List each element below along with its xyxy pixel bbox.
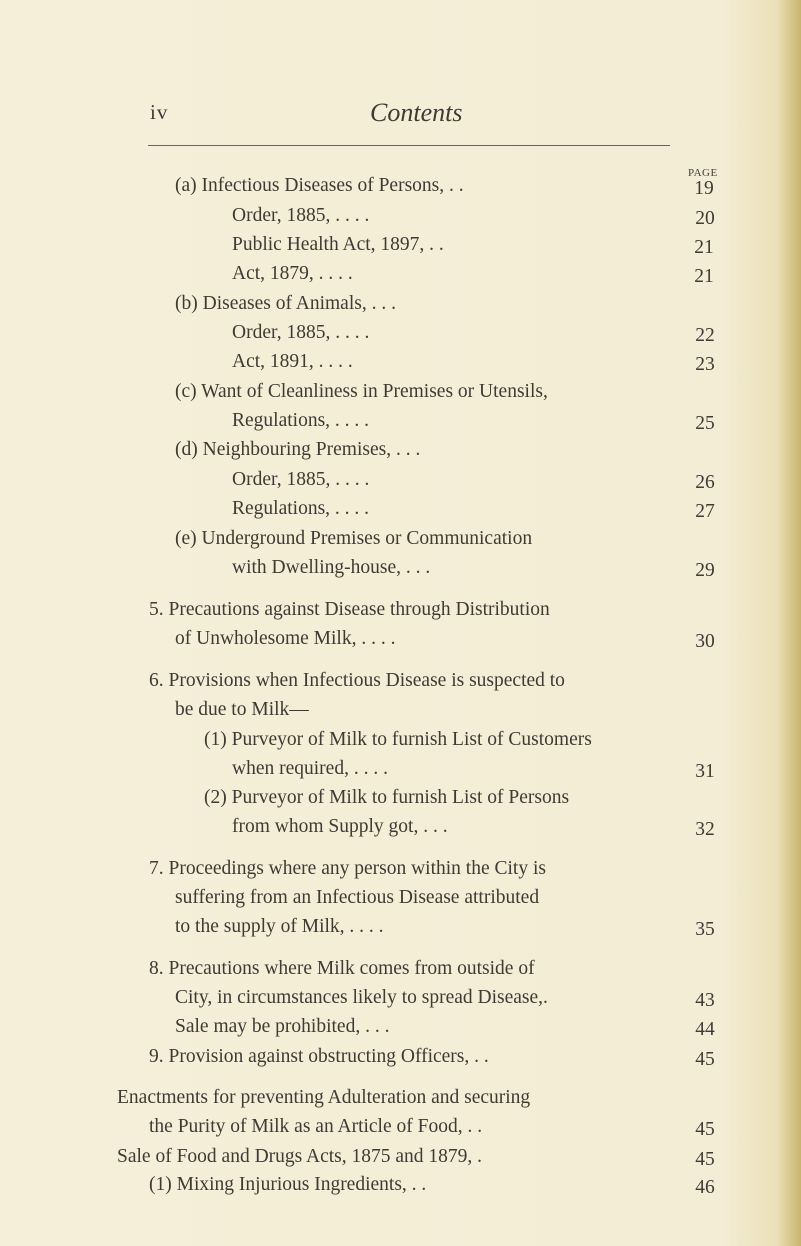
toc-page: 21	[694, 266, 714, 287]
toc-page: 22	[695, 325, 715, 346]
toc-entry: suffering from an Infectious Disease attributed	[175, 887, 540, 908]
toc-page: 32	[695, 819, 715, 840]
toc-page: 45	[695, 1149, 715, 1170]
toc-entry: (d) Neighbouring Premises, . . .	[175, 439, 421, 460]
toc-entry: (a) Infectious Diseases of Persons, . .	[175, 175, 464, 196]
toc-entry: when required, . . . .	[232, 758, 388, 779]
toc-entry: 8. Precautions where Milk comes from outside of	[149, 958, 535, 979]
page-title: Contents	[370, 98, 463, 127]
toc-entry: 9. Provision against obstructing Officers, . .	[149, 1046, 489, 1067]
toc-entry: of Unwholesome Milk, . . . .	[175, 628, 396, 649]
toc-page: 26	[695, 472, 715, 493]
toc-entry: to the supply of Milk, . . . .	[175, 916, 384, 937]
toc-entry: Regulations, . . . .	[232, 410, 370, 431]
toc-entry: (b) Diseases of Animals, . . .	[175, 293, 396, 314]
toc-page: 25	[695, 413, 715, 434]
toc-entry: Enactments for preventing Adulteration and securing	[117, 1087, 531, 1108]
toc-entry: (1) Mixing Injurious Ingredients, . .	[149, 1174, 427, 1195]
toc-page: 35	[695, 919, 715, 940]
toc-entry: Act, 1879, . . . .	[232, 263, 353, 284]
toc-entry: Act, 1891, . . . .	[232, 351, 353, 372]
page-number: iv	[150, 100, 169, 124]
toc-page: 27	[695, 501, 715, 522]
toc-page: 23	[695, 354, 715, 375]
toc-page: 45	[695, 1049, 715, 1070]
toc-entry: (1) Purveyor of Milk to furnish List of Customers	[204, 729, 592, 750]
toc-entry: (2) Purveyor of Milk to furnish List of Persons	[204, 787, 570, 808]
toc-entry: (c) Want of Cleanliness in Premises or Utensils,	[175, 381, 548, 402]
toc-entry: (e) Underground Premises or Communication	[175, 528, 533, 549]
toc-page: 43	[695, 990, 715, 1011]
toc-page: 21	[694, 237, 714, 258]
toc-entry: Order, 1885, . . . .	[232, 322, 370, 343]
toc-page: 46	[695, 1177, 715, 1198]
toc-entry: Public Health Act, 1897, . .	[232, 234, 444, 255]
toc-entry: Sale of Food and Drugs Acts, 1875 and 1879, .	[117, 1146, 483, 1167]
header-rule	[148, 145, 670, 146]
toc-entry: with Dwelling-house, . . .	[232, 557, 431, 578]
toc-page: 31	[695, 761, 715, 782]
toc-entry: the Purity of Milk as an Article of Food, . .	[149, 1116, 483, 1137]
toc-page: 44	[695, 1019, 715, 1040]
toc-page: 30	[695, 631, 715, 652]
toc-entry: Regulations, . . . .	[232, 498, 370, 519]
toc-entry: be due to Milk—	[175, 699, 309, 720]
toc-page: 29	[695, 560, 715, 581]
toc-entry: Order, 1885, . . . .	[232, 469, 370, 490]
toc-entry: Sale may be prohibited, . . .	[175, 1016, 390, 1037]
toc-entry: 6. Provisions when Infectious Disease is suspected to	[149, 670, 565, 691]
toc-page: 45	[695, 1119, 715, 1140]
toc-entry: 7. Proceedings where any person within the City is	[149, 858, 546, 879]
toc-entry: Order, 1885, . . . .	[232, 205, 370, 226]
toc-entry: from whom Supply got, . . .	[232, 816, 448, 837]
toc-page: 19	[694, 178, 714, 199]
toc-entry: City, in circumstances likely to spread Disease,.	[175, 987, 548, 1008]
toc-page: 20	[695, 208, 715, 229]
toc-entry: 5. Precautions against Disease through Distribution	[149, 599, 550, 620]
page-column-label: PAGE	[688, 167, 718, 179]
